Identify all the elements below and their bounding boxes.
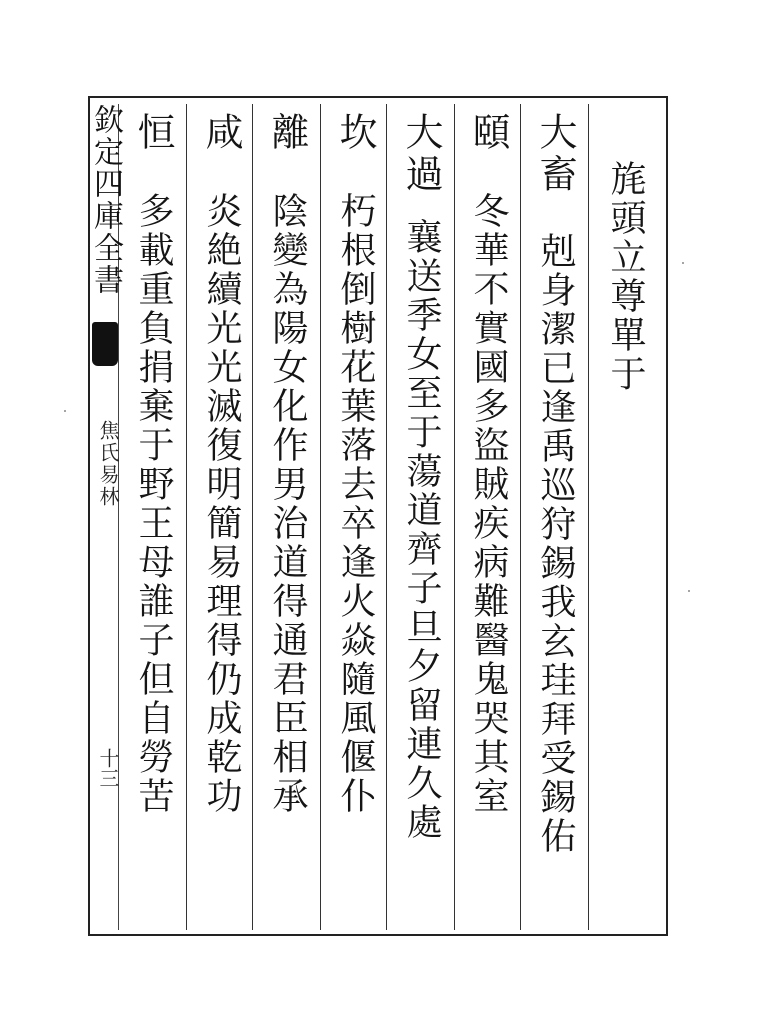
text-column-5 — [330, 112, 380, 816]
column-body: 剋身潔已逢禹巡狩錫我玄珪拜受錫佑 — [535, 232, 576, 856]
text-column-1 — [600, 160, 650, 394]
hexagram-name: 大過 — [399, 112, 443, 196]
text-column-4 — [396, 112, 446, 842]
hexagram-name: 大畜 — [533, 112, 577, 196]
hexagram-name: 恒 — [131, 112, 175, 154]
column-body: 襄送季女至于蕩道齊子旦夕留連久處 — [401, 218, 442, 842]
column-rule — [454, 104, 455, 930]
book-title: 欽定四庫全書 — [88, 104, 123, 296]
scan-speck — [688, 590, 690, 592]
text-column-8 — [128, 112, 178, 816]
column-rule — [588, 104, 589, 930]
scan-speck — [64, 410, 66, 412]
column-rule — [386, 104, 387, 930]
page-number: 十三 — [96, 748, 120, 788]
column-body: 陰變為陽女化作男治道得通君臣相承 — [267, 192, 308, 816]
text-column-7 — [196, 112, 246, 816]
column-rule — [520, 104, 521, 930]
column-body: 旄頭立尊單于 — [605, 160, 646, 394]
source-title: 焦氏易林 — [96, 420, 120, 508]
fish-tail-mark — [92, 322, 118, 366]
column-rule — [186, 104, 187, 930]
column-rule — [320, 104, 321, 930]
text-column-6 — [262, 112, 312, 816]
column-body: 炎絶續光光滅復明簡易理得仍成乾功 — [201, 192, 242, 816]
text-column-2 — [530, 112, 580, 856]
column-body: 冬華不實國多盜賊疾病難醫鬼哭其室 — [468, 192, 509, 816]
column-body: 多載重負捐棄于野王母誰子但自勞苦 — [133, 192, 174, 816]
column-body: 朽根倒樹花葉落去卒逢火焱隨風偃仆 — [335, 192, 376, 816]
scan-speck — [682, 262, 684, 264]
text-column-3 — [463, 112, 513, 816]
hexagram-name: 頤 — [466, 112, 510, 154]
hexagram-name: 咸 — [199, 112, 243, 154]
hexagram-name: 離 — [265, 112, 309, 154]
hexagram-name: 坎 — [333, 112, 377, 154]
column-rule — [252, 104, 253, 930]
